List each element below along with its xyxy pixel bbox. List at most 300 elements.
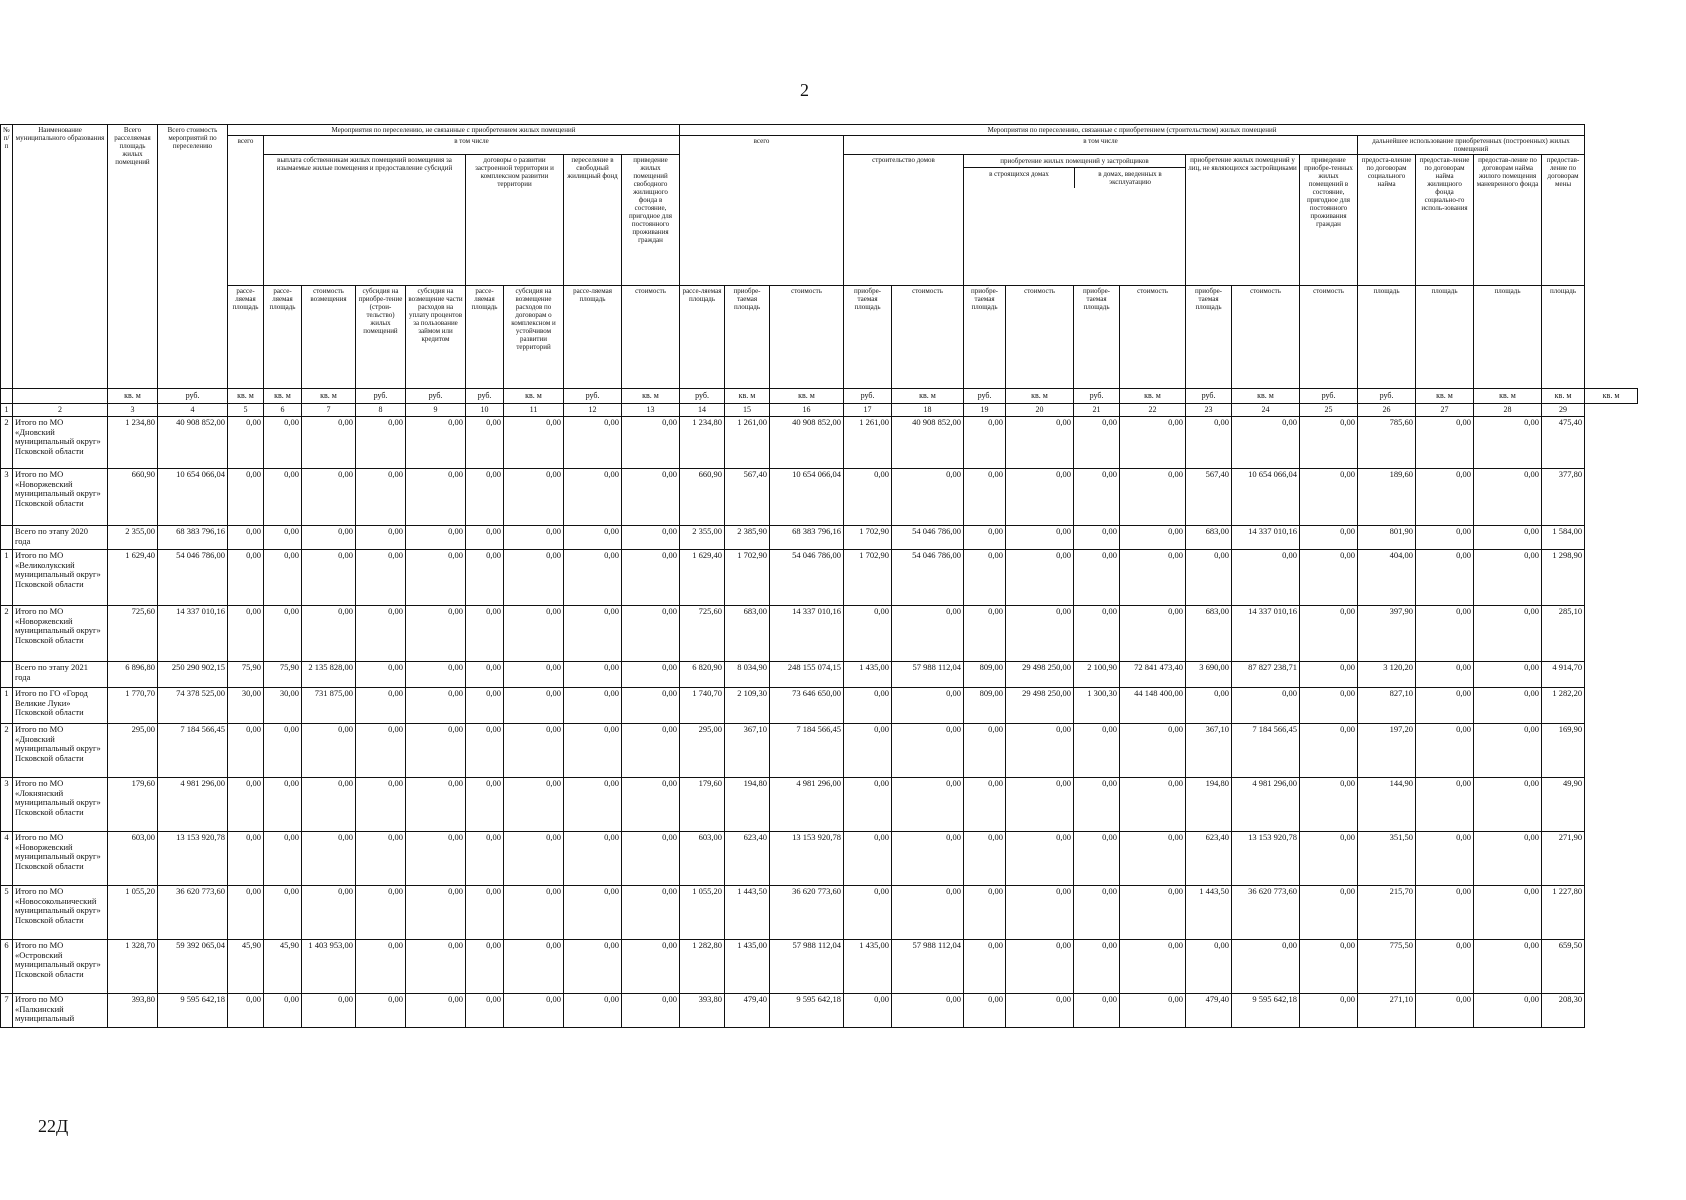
value-cell: 827,10 — [1358, 688, 1416, 724]
municipality-name: Итого по МО «Новоржевский муниципальный округ» Псковской области — [13, 832, 108, 886]
value-cell: 10 654 066,04 — [770, 469, 844, 526]
value-cell: 0,00 — [406, 724, 466, 778]
value-cell: 1 261,00 — [725, 417, 770, 469]
value-cell: 0,00 — [406, 469, 466, 526]
value-cell: 0,00 — [1074, 832, 1120, 886]
value-cell: 0,00 — [1232, 550, 1300, 606]
value-cell: 0,00 — [356, 417, 406, 469]
unit-cell: руб. — [356, 389, 406, 404]
value-cell: 0,00 — [1074, 417, 1120, 469]
header-b-dev-done: в домах, введенных в эксплуатацию — [1098, 170, 1162, 186]
municipality-name: Итого по МО «Новосокольнический муниципальный округ» Псковской области — [13, 886, 108, 940]
value-cell: 0,00 — [1006, 886, 1074, 940]
value-cell: 248 155 074,15 — [770, 662, 844, 688]
sub-7: стоимость возмещения — [302, 286, 356, 389]
value-cell: 0,00 — [228, 778, 264, 832]
value-cell: 0,00 — [1186, 688, 1232, 724]
value-cell: 10 654 066,04 — [158, 469, 228, 526]
value-cell: 0,00 — [466, 886, 504, 940]
value-cell: 2 135 828,00 — [302, 662, 356, 688]
value-cell: 0,00 — [504, 469, 564, 526]
value-cell: 351,50 — [1358, 832, 1416, 886]
resettlement-table-sheet — [0, 124, 1638, 1028]
header-a-payout: выплата собственникам жилых помещений возмещения за изымаемые жилые помещения и предоставление субсидий — [264, 155, 466, 286]
column-number: 12 — [564, 404, 622, 417]
value-cell: 14 337 010,16 — [1232, 526, 1300, 550]
value-cell: 6 896,80 — [108, 662, 158, 688]
value-cell: 0,00 — [1474, 940, 1542, 994]
sub-16: стоимость — [770, 286, 844, 389]
header-a-dev: договоры о развитии застроенной территории и комплексном развитии территории — [466, 155, 564, 286]
value-cell: 0,00 — [302, 778, 356, 832]
resettlement-table — [0, 124, 1638, 1028]
row-index: 7 — [1, 994, 13, 1028]
sub-12: рассе-ляемая площадь — [564, 286, 622, 389]
value-cell: 0,00 — [264, 778, 302, 832]
value-cell: 3 690,00 — [1186, 662, 1232, 688]
value-cell: 0,00 — [564, 940, 622, 994]
header-b-social: предоста-вление по договорам социального найма — [1358, 155, 1416, 286]
value-cell: 0,00 — [1300, 662, 1358, 688]
value-cell: 8 034,90 — [725, 662, 770, 688]
value-cell: 0,00 — [466, 469, 504, 526]
value-cell: 0,00 — [1074, 886, 1120, 940]
value-cell: 29 498 250,00 — [1006, 662, 1074, 688]
sub-23: приобре-таемая площадь — [1186, 286, 1232, 389]
value-cell: 0,00 — [1474, 469, 1542, 526]
value-cell: 0,00 — [892, 832, 964, 886]
value-cell: 0,00 — [356, 469, 406, 526]
column-number: 5 — [228, 404, 264, 417]
value-cell: 271,10 — [1358, 994, 1416, 1028]
value-cell: 197,20 — [1358, 724, 1416, 778]
value-cell: 194,80 — [1186, 778, 1232, 832]
column-number: 22 — [1120, 404, 1186, 417]
value-cell: 1 055,20 — [108, 886, 158, 940]
value-cell: 36 620 773,60 — [158, 886, 228, 940]
header-b-total: всего — [680, 136, 844, 286]
unit-cell: кв. м — [264, 389, 302, 404]
value-cell: 0,00 — [466, 940, 504, 994]
value-cell: 72 841 473,40 — [1120, 662, 1186, 688]
header-a-bring: приведение жилых помещений свободного жилищного фонда в состояние, пригодное для постоянного проживания граждан — [622, 155, 680, 286]
value-cell: 0,00 — [1474, 778, 1542, 832]
value-cell: 0,00 — [264, 526, 302, 550]
value-cell: 0,00 — [622, 526, 680, 550]
value-cell: 74 378 525,00 — [158, 688, 228, 724]
value-cell: 1 740,70 — [680, 688, 725, 724]
value-cell: 0,00 — [356, 550, 406, 606]
value-cell: 0,00 — [1416, 832, 1474, 886]
value-cell: 475,40 — [1542, 417, 1585, 469]
sub-5: рассе-ляемая площадь — [228, 286, 264, 389]
column-number: 8 — [356, 404, 406, 417]
value-cell: 0,00 — [504, 724, 564, 778]
value-cell: 0,00 — [622, 886, 680, 940]
value-cell: 57 988 112,04 — [892, 662, 964, 688]
value-cell: 0,00 — [1074, 994, 1120, 1028]
unit-cell: кв. м — [1120, 389, 1186, 404]
value-cell: 683,00 — [1186, 606, 1232, 662]
bottom-code: 22Д — [38, 1116, 69, 1136]
value-cell: 0,00 — [1186, 550, 1232, 606]
table-header — [1, 125, 1638, 417]
value-cell: 73 646 650,00 — [770, 688, 844, 724]
table-body — [1, 417, 1638, 1028]
sub-25: стоимость — [1300, 286, 1358, 389]
value-cell: 36 620 773,60 — [1232, 886, 1300, 940]
header-total-area: Всего расселяемая площадь жилых помещений — [108, 125, 158, 389]
value-cell: 0,00 — [844, 832, 892, 886]
column-number: 19 — [964, 404, 1006, 417]
header-col-name: Наименование муниципального образования — [13, 125, 108, 389]
unit-cell: кв. м — [770, 389, 844, 404]
value-cell: 809,00 — [964, 662, 1006, 688]
sub-14: рассе-ляемая площадь — [680, 286, 725, 389]
value-cell: 0,00 — [1120, 832, 1186, 886]
value-cell: 0,00 — [406, 662, 466, 688]
value-cell: 785,60 — [1358, 417, 1416, 469]
value-cell: 0,00 — [1232, 417, 1300, 469]
value-cell: 0,00 — [1074, 724, 1120, 778]
value-cell: 44 148 400,00 — [1120, 688, 1186, 724]
value-cell: 75,90 — [228, 662, 264, 688]
value-cell: 0,00 — [1074, 606, 1120, 662]
header-group-no-purchase: Мероприятия по переселению, не связанные с приобретением жилых помещений — [228, 125, 680, 136]
value-cell: 2 100,90 — [1074, 662, 1120, 688]
value-cell: 1 298,90 — [1542, 550, 1585, 606]
value-cell: 0,00 — [228, 724, 264, 778]
value-cell: 54 046 786,00 — [158, 550, 228, 606]
unit-cell: кв. м — [108, 389, 158, 404]
value-cell: 0,00 — [1074, 778, 1120, 832]
table-row — [1, 778, 1638, 832]
value-cell: 0,00 — [892, 688, 964, 724]
value-cell: 0,00 — [1300, 550, 1358, 606]
header-b-dev-title: приобретение жилых помещений у застройщиков — [964, 155, 1185, 168]
value-cell: 0,00 — [892, 469, 964, 526]
value-cell: 14 337 010,16 — [158, 606, 228, 662]
value-cell: 367,10 — [1186, 724, 1232, 778]
value-cell: 683,00 — [725, 606, 770, 662]
value-cell: 0,00 — [1300, 606, 1358, 662]
value-cell: 0,00 — [466, 606, 504, 662]
value-cell: 0,00 — [1416, 662, 1474, 688]
value-cell: 0,00 — [1300, 994, 1358, 1028]
value-cell: 1 300,30 — [1074, 688, 1120, 724]
value-cell: 0,00 — [228, 469, 264, 526]
header-total-cost: Всего стоимость мероприятий по переселению — [158, 125, 228, 389]
value-cell: 9 595 642,18 — [158, 994, 228, 1028]
sub-6: рассе-ляемая площадь — [264, 286, 302, 389]
value-cell: 0,00 — [1416, 994, 1474, 1028]
value-cell: 0,00 — [1300, 688, 1358, 724]
value-cell: 45,90 — [228, 940, 264, 994]
value-cell: 87 827 238,71 — [1232, 662, 1300, 688]
table-row — [1, 662, 1638, 688]
value-cell: 0,00 — [228, 994, 264, 1028]
municipality-name: Итого по МО «Дновский муниципальный округ» Псковской области — [13, 417, 108, 469]
unit-cell: руб. — [1186, 389, 1232, 404]
value-cell: 0,00 — [504, 662, 564, 688]
value-cell: 731 875,00 — [302, 688, 356, 724]
value-cell: 683,00 — [1186, 526, 1232, 550]
value-cell: 0,00 — [622, 662, 680, 688]
row-index: 2 — [1, 724, 13, 778]
value-cell: 1 435,00 — [844, 662, 892, 688]
value-cell: 0,00 — [1006, 832, 1074, 886]
municipality-name: Всего по этапу 2021 года — [13, 662, 108, 688]
value-cell: 0,00 — [228, 417, 264, 469]
column-number: 18 — [892, 404, 964, 417]
value-cell: 9 595 642,18 — [1232, 994, 1300, 1028]
value-cell: 479,40 — [1186, 994, 1232, 1028]
header-b-incl: в том числе — [844, 136, 1358, 155]
value-cell: 0,00 — [406, 832, 466, 886]
value-cell: 0,00 — [1300, 886, 1358, 940]
unit-cell: руб. — [1300, 389, 1358, 404]
value-cell: 2 355,00 — [680, 526, 725, 550]
value-cell: 1 435,00 — [844, 940, 892, 994]
value-cell: 0,00 — [302, 724, 356, 778]
value-cell: 0,00 — [466, 550, 504, 606]
value-cell: 0,00 — [1120, 940, 1186, 994]
value-cell: 0,00 — [892, 778, 964, 832]
value-cell: 0,00 — [564, 724, 622, 778]
row-index: 3 — [1, 778, 13, 832]
value-cell: 179,60 — [108, 778, 158, 832]
value-cell: 0,00 — [228, 606, 264, 662]
value-cell: 0,00 — [302, 886, 356, 940]
value-cell: 567,40 — [1186, 469, 1232, 526]
unit-cell: кв. м — [1542, 389, 1585, 404]
value-cell: 0,00 — [564, 886, 622, 940]
sub-27: площадь — [1416, 286, 1474, 389]
value-cell: 0,00 — [1186, 417, 1232, 469]
row-index: 5 — [1, 886, 13, 940]
value-cell: 0,00 — [1300, 417, 1358, 469]
value-cell: 0,00 — [1074, 526, 1120, 550]
value-cell: 29 498 250,00 — [1006, 688, 1074, 724]
value-cell: 0,00 — [1474, 886, 1542, 940]
value-cell: 0,00 — [1474, 994, 1542, 1028]
value-cell: 0,00 — [228, 832, 264, 886]
value-cell: 0,00 — [302, 606, 356, 662]
municipality-name: Итого по ГО «Город Великие Луки» Псковской области — [13, 688, 108, 724]
header-b-further: дальнейшее использование приобретенных (построенных) жилых помещений — [1358, 136, 1585, 155]
column-number: 20 — [1006, 404, 1074, 417]
value-cell: 393,80 — [680, 994, 725, 1028]
value-cell: 0,00 — [264, 469, 302, 526]
header-b-exchange: предостав-ление по договорам мены — [1542, 155, 1585, 286]
municipality-name: Итого по МО «Локнянский муниципальный округ» Псковской области — [13, 778, 108, 832]
units-spacer — [1, 389, 13, 404]
value-cell: 0,00 — [1416, 550, 1474, 606]
column-number-row — [1, 404, 1638, 417]
table-row — [1, 724, 1638, 778]
value-cell: 0,00 — [302, 994, 356, 1028]
column-number: 17 — [844, 404, 892, 417]
value-cell: 659,50 — [1542, 940, 1585, 994]
value-cell: 0,00 — [964, 606, 1006, 662]
value-cell: 0,00 — [622, 778, 680, 832]
unit-cell: руб. — [406, 389, 466, 404]
value-cell: 0,00 — [1416, 606, 1474, 662]
row-index: 6 — [1, 940, 13, 994]
value-cell: 0,00 — [1120, 469, 1186, 526]
column-number: 15 — [725, 404, 770, 417]
sub-28: площадь — [1474, 286, 1542, 389]
value-cell: 0,00 — [622, 688, 680, 724]
value-cell: 367,10 — [725, 724, 770, 778]
value-cell: 0,00 — [564, 832, 622, 886]
value-cell: 0,00 — [1300, 832, 1358, 886]
value-cell: 0,00 — [564, 994, 622, 1028]
value-cell: 0,00 — [406, 526, 466, 550]
value-cell: 49,90 — [1542, 778, 1585, 832]
table-row — [1, 550, 1638, 606]
value-cell: 393,80 — [108, 994, 158, 1028]
value-cell: 0,00 — [356, 526, 406, 550]
row-index: 1 — [1, 688, 13, 724]
municipality-name: Итого по МО «Новоржевский муниципальный округ» Псковской области — [13, 469, 108, 526]
value-cell: 0,00 — [1416, 778, 1474, 832]
value-cell: 2 109,30 — [725, 688, 770, 724]
value-cell: 0,00 — [1006, 469, 1074, 526]
header-group-purchase: Мероприятия по переселению, связанные с приобретением (строительством) жилых помещений — [680, 125, 1585, 136]
sub-18: стоимость — [892, 286, 964, 389]
column-number: 28 — [1474, 404, 1542, 417]
value-cell: 0,00 — [406, 606, 466, 662]
value-cell: 0,00 — [622, 469, 680, 526]
value-cell: 0,00 — [1120, 778, 1186, 832]
page-number: 2 — [800, 80, 809, 100]
value-cell: 2 355,00 — [108, 526, 158, 550]
value-cell: 7 184 566,45 — [1232, 724, 1300, 778]
header-a-incl: в том числе — [264, 136, 680, 155]
value-cell: 0,00 — [964, 469, 1006, 526]
value-cell: 1 629,40 — [680, 550, 725, 606]
value-cell: 0,00 — [964, 940, 1006, 994]
column-number: 7 — [302, 404, 356, 417]
value-cell: 0,00 — [964, 778, 1006, 832]
column-number: 23 — [1186, 404, 1232, 417]
value-cell: 0,00 — [622, 417, 680, 469]
sub-29: площадь — [1542, 286, 1585, 389]
value-cell: 0,00 — [622, 940, 680, 994]
unit-cell: руб. — [1358, 389, 1416, 404]
value-cell: 1 435,00 — [725, 940, 770, 994]
value-cell: 0,00 — [844, 886, 892, 940]
value-cell: 0,00 — [264, 417, 302, 469]
value-cell: 0,00 — [406, 994, 466, 1028]
value-cell: 0,00 — [964, 550, 1006, 606]
value-cell: 0,00 — [964, 724, 1006, 778]
value-cell: 0,00 — [466, 417, 504, 469]
value-cell: 0,00 — [564, 662, 622, 688]
unit-cell: руб. — [158, 389, 228, 404]
municipality-name: Итого по МО «Новоржевский муниципальный округ» Псковской области — [13, 606, 108, 662]
value-cell: 0,00 — [302, 832, 356, 886]
header-a-total: всего — [228, 136, 264, 286]
value-cell: 0,00 — [892, 886, 964, 940]
value-cell: 1 234,80 — [108, 417, 158, 469]
value-cell: 144,90 — [1358, 778, 1416, 832]
value-cell: 1 227,80 — [1542, 886, 1585, 940]
value-cell: 0,00 — [264, 886, 302, 940]
value-cell: 0,00 — [504, 550, 564, 606]
value-cell: 10 654 066,04 — [1232, 469, 1300, 526]
value-cell: 479,40 — [725, 994, 770, 1028]
unit-cell: кв. м — [1232, 389, 1300, 404]
value-cell: 40 908 852,00 — [770, 417, 844, 469]
unit-cell: руб. — [680, 389, 725, 404]
header-b-dev-building: в строящихся домах — [964, 168, 1075, 188]
value-cell: 0,00 — [564, 778, 622, 832]
units-spacer — [13, 389, 108, 404]
value-cell: 45,90 — [264, 940, 302, 994]
row-index — [1, 662, 13, 688]
value-cell: 40 908 852,00 — [158, 417, 228, 469]
value-cell: 295,00 — [680, 724, 725, 778]
value-cell: 660,90 — [108, 469, 158, 526]
value-cell: 13 153 920,78 — [158, 832, 228, 886]
sub-19: приобре-таемая площадь — [964, 286, 1006, 389]
municipality-name: Итого по МО «Великолукский муниципальный округ» Псковской области — [13, 550, 108, 606]
sub-26: площадь — [1358, 286, 1416, 389]
value-cell: 0,00 — [564, 550, 622, 606]
municipality-name: Итого по МО «Дновский муниципальный округ» Псковской области — [13, 724, 108, 778]
value-cell: 179,60 — [680, 778, 725, 832]
value-cell: 0,00 — [1006, 940, 1074, 994]
value-cell: 0,00 — [302, 469, 356, 526]
value-cell: 0,00 — [1474, 417, 1542, 469]
column-number: 2 — [13, 404, 108, 417]
value-cell: 0,00 — [356, 724, 406, 778]
value-cell: 2 385,90 — [725, 526, 770, 550]
value-cell: 0,00 — [1474, 550, 1542, 606]
column-number: 13 — [622, 404, 680, 417]
value-cell: 1 282,80 — [680, 940, 725, 994]
row-index: 4 — [1, 832, 13, 886]
value-cell: 194,80 — [725, 778, 770, 832]
units-row — [1, 389, 1638, 404]
table-row — [1, 469, 1638, 526]
value-cell: 0,00 — [356, 832, 406, 886]
value-cell: 0,00 — [228, 526, 264, 550]
value-cell: 1 702,90 — [844, 550, 892, 606]
value-cell: 0,00 — [356, 606, 406, 662]
value-cell: 0,00 — [504, 778, 564, 832]
value-cell: 0,00 — [406, 886, 466, 940]
value-cell: 0,00 — [406, 940, 466, 994]
unit-cell: руб. — [844, 389, 892, 404]
value-cell: 54 046 786,00 — [892, 526, 964, 550]
value-cell: 1 770,70 — [108, 688, 158, 724]
value-cell: 0,00 — [1300, 778, 1358, 832]
value-cell: 271,90 — [1542, 832, 1585, 886]
sub-11: субсидия на возмещение расходов по договорам о комплексном и устойчивом развитии территорий — [504, 286, 564, 389]
value-cell: 0,00 — [892, 606, 964, 662]
unit-cell: кв. м — [1585, 389, 1638, 404]
value-cell: 7 184 566,45 — [770, 724, 844, 778]
row-index: 1 — [1, 550, 13, 606]
value-cell: 0,00 — [892, 994, 964, 1028]
value-cell: 0,00 — [1416, 886, 1474, 940]
value-cell: 0,00 — [892, 724, 964, 778]
value-cell: 0,00 — [504, 606, 564, 662]
municipality-name: Итого по МО «Островский муниципальный округ» Псковской области — [13, 940, 108, 994]
